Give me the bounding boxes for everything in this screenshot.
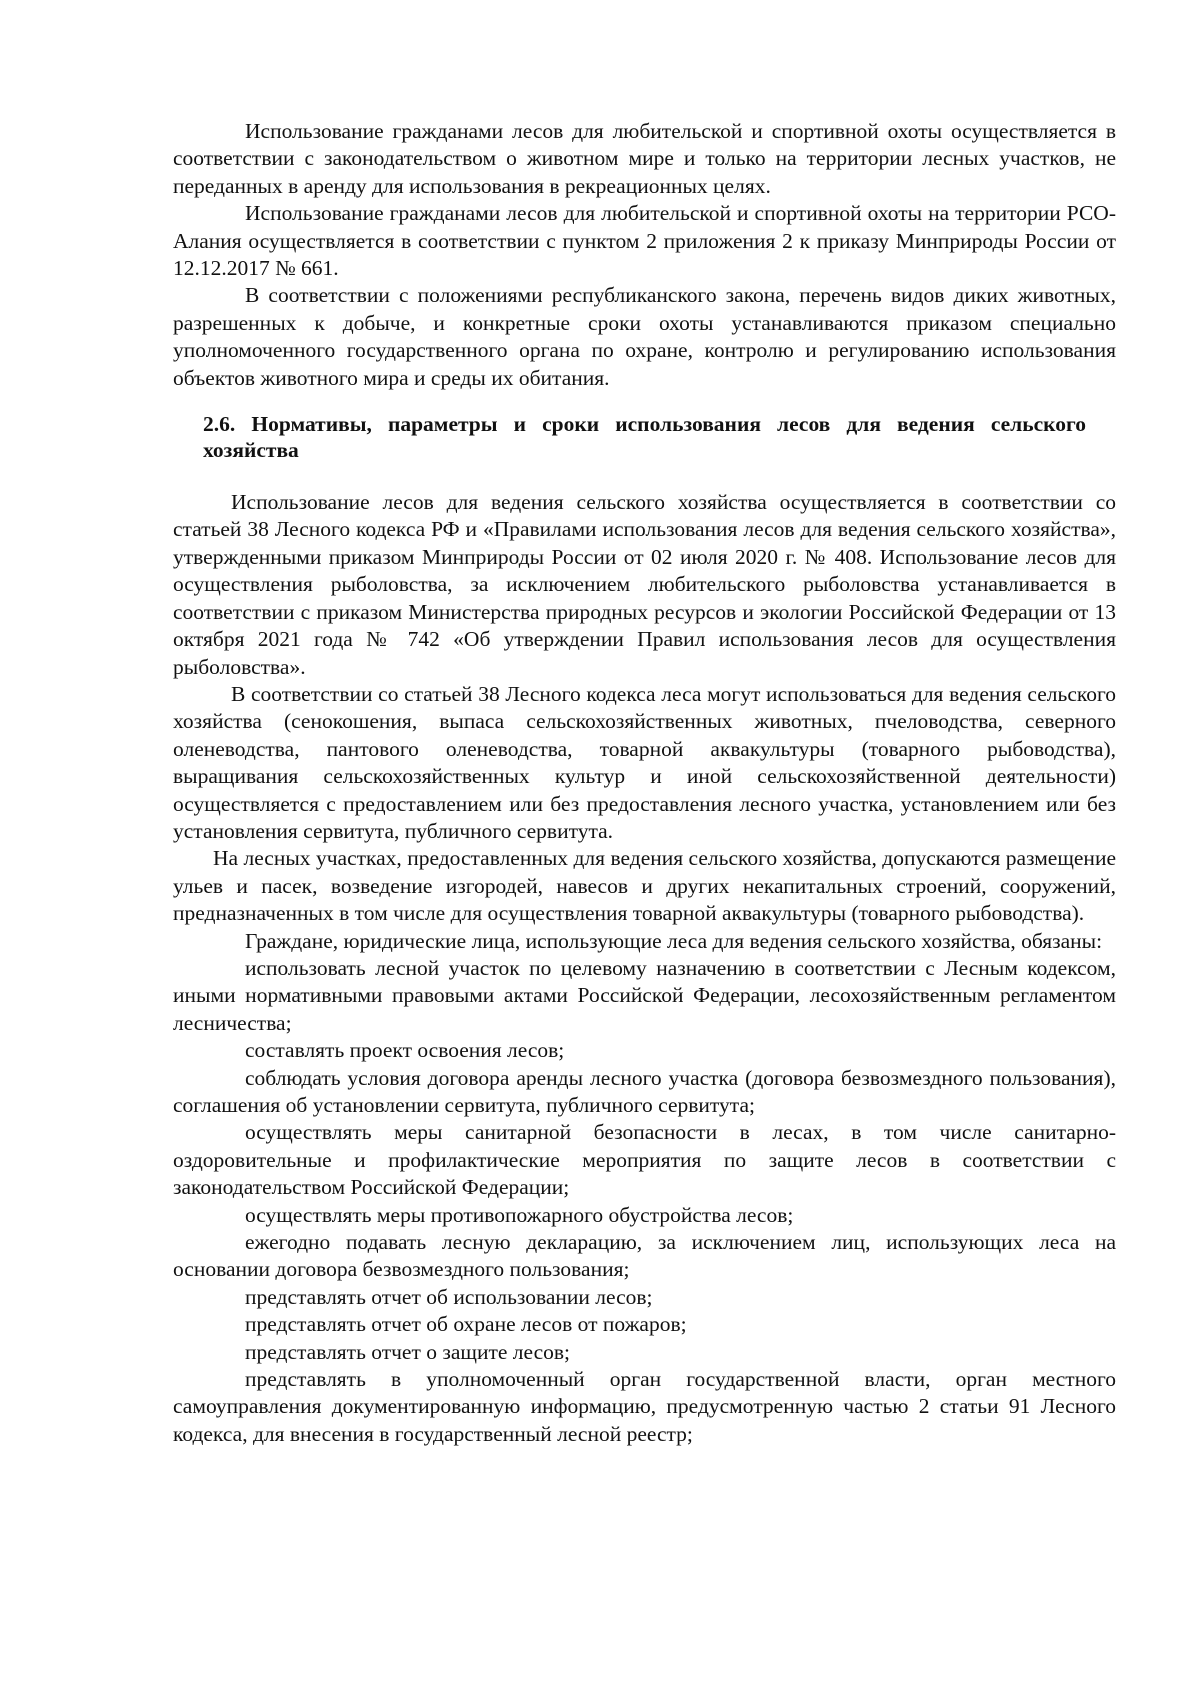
- list-item-obligation: представлять в уполномоченный орган государственной власти, орган местного самоуправления документированную информацию, предусмотренную частью 2 статьи 91 Лесного кодекса, для внесения в государственный лесной реестр;: [173, 1367, 1116, 1446]
- spacer: [173, 392, 1116, 411]
- list-item-obligation: осуществлять меры санитарной безопасности в лесах, в том числе санитарно-оздоровительные и профилактические мероприятия по защите лесов в соответствии с законодательством Российской Федерации;: [173, 1120, 1116, 1200]
- paragraph-hunting-legislation: Использование гражданами лесов для любительской и спортивной охоты осуществляется в соответствии с законодательством о животном мире и только на территории лесных участков, не переданных в аренду для использования в рекреационных целях.: [173, 119, 1116, 198]
- paragraph-agriculture-article-38: В соответствии со статьей 38 Лесного кодекса леса могут использоваться для ведения сельского хозяйства (сенокошения, выпаса сельскохозяйственных животных, пчеловодства, северного оленеводства, пантового оленеводства, товарной аквакультуры (товарного рыбоводства), выращивания сельскохозяйственных культур и иной сельскохозяйственной деятельности) осуществляется с предоставлением или без предоставления лесного участка, установлением или без установления сервитута, публичного сервитута.: [173, 681, 1116, 843]
- list-item-obligation: осуществлять меры противопожарного обустройства лесов;: [245, 1202, 794, 1227]
- paragraph-obligations-intro: Граждане, юридические лица, использующие леса для ведения сельского хозяйства, обязаны:: [245, 928, 1103, 953]
- paragraph-hunting-species: В соответствии с положениями республиканского закона, перечень видов диких животных, разрешенных к добыче, и конкретные сроки охоты устанавливаются приказом специально уполномоченного государственного органа по охране, контролю и регулированию использования объектов животного мира и среды их обитания.: [173, 283, 1116, 390]
- list-item-obligation: представлять отчет об охране лесов от пожаров;: [245, 1312, 687, 1337]
- list-item-obligation: представлять отчет о защите лесов;: [245, 1339, 571, 1364]
- paragraph-apiaries-structures: На лесных участках, предоставленных для ведения сельского хозяйства, допускаются размещение ульев и пасек, возведение изгородей, навесов и других некапитальных строений, сооружений, предназначенных в том числе для осуществления товарной аквакультуры (товарного рыбоводства).: [173, 846, 1116, 926]
- spacer: [173, 463, 1116, 489]
- list-item-obligation: представлять отчет об использовании лесов;: [245, 1284, 653, 1309]
- list-item-obligation: ежегодно подавать лесную декларацию, за исключением лиц, использующих леса на основании договора безвозмездного пользования;: [173, 1230, 1116, 1282]
- list-item-obligation: составлять проект освоения лесов;: [245, 1038, 565, 1063]
- section-heading: 2.6. Нормативы, параметры и сроки использования лесов для ведения сельского хозяйства: [203, 412, 1086, 463]
- list-item-obligation: использовать лесной участок по целевому назначению в соответствии с Лесным кодексом, иными нормативными правовыми актами Российской Федерации, лесохозяйственным регламентом лесничества;: [173, 955, 1116, 1035]
- paragraph-hunting-rso-alania: Использование гражданами лесов для любительской и спортивной охоты на территории РСО-Алания осуществляется в соответствии с пунктом 2 приложения 2 к приказу Минприроды России от 12.12.2017 № 661.: [173, 201, 1116, 281]
- paragraph-agriculture-basis: Использование лесов для ведения сельского хозяйства осуществляется в соответствии со статьей 38 Лесного кодекса РФ и «Правилами использования лесов для ведения сельского хозяйства», утвержденными приказом Минприроды России от 02 июля 2020 г. № 408. Использование лесов для осуществления рыболовства, за исключением любительского рыболовства устанавливается в соответствии с приказом Министерства природных ресурсов и экологии Российской Федерации от 13 октября 2021 года № 742 «Об утверждении Правил использования лесов для осуществления рыболовства».: [173, 490, 1116, 679]
- document-body: [173, 118, 1116, 1448]
- list-item-obligation: соблюдать условия договора аренды лесного участка (договора безвозмездного пользования), соглашения об установлении сервитута, публичного сервитута;: [173, 1065, 1116, 1117]
